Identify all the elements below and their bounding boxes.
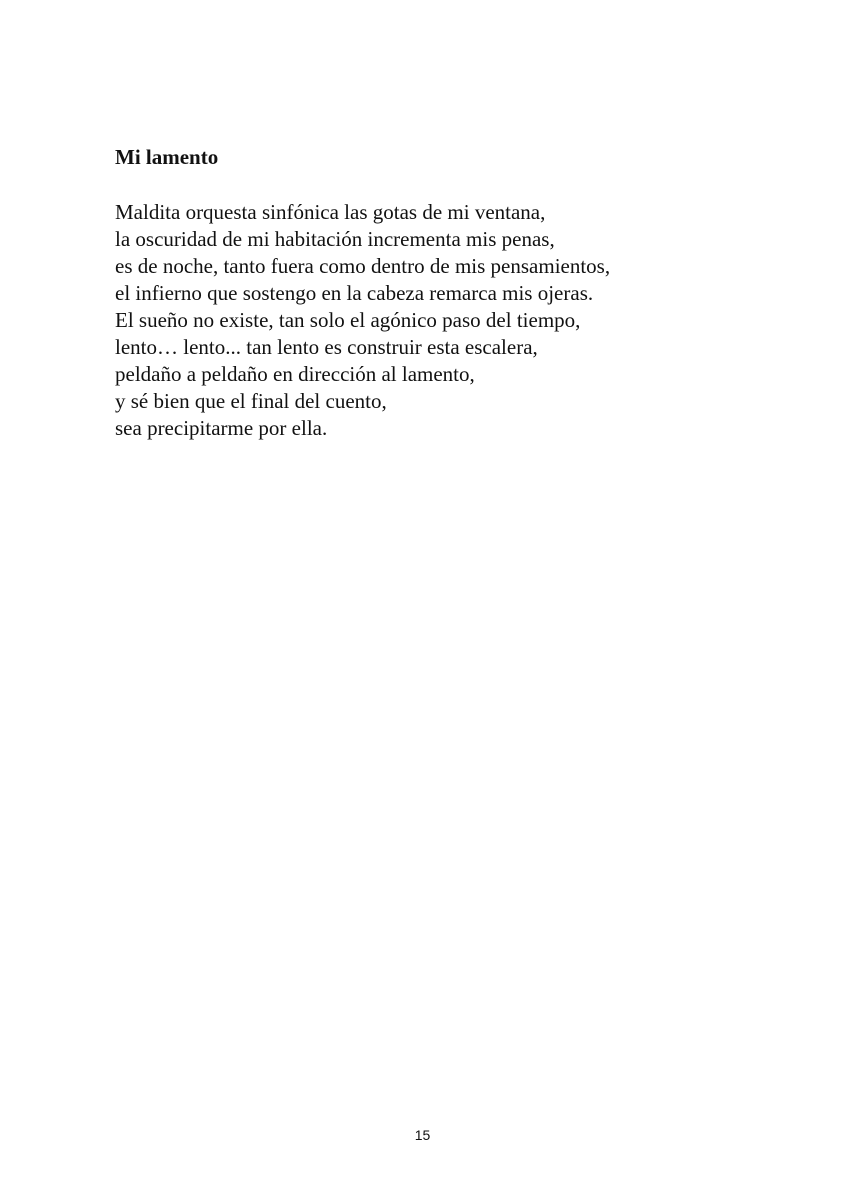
poem-line: y sé bien que el final del cuento, (115, 389, 387, 413)
poem-line: peldaño a peldaño en dirección al lamento, (115, 362, 475, 386)
poem-line: es de noche, tanto fuera como dentro de mis pensamientos, (115, 254, 611, 278)
page-number: 15 (414, 1127, 431, 1143)
poem-line: la oscuridad de mi habitación incrementa mis penas, (115, 227, 555, 251)
poem-line: el infierno que sostengo en la cabeza remarca mis ojeras. (115, 281, 594, 305)
poem-title: Mi lamento (115, 145, 219, 169)
poem-body (115, 199, 610, 442)
poem-line: sea precipitarme por ella. (115, 416, 328, 440)
poem-line: El sueño no existe, tan solo el agónico paso del tiempo, (115, 308, 581, 332)
poem-line: Maldita orquesta sinfónica las gotas de mi ventana, (115, 200, 546, 224)
poem-line: lento… lento... tan lento es construir esta escalera, (115, 335, 538, 359)
